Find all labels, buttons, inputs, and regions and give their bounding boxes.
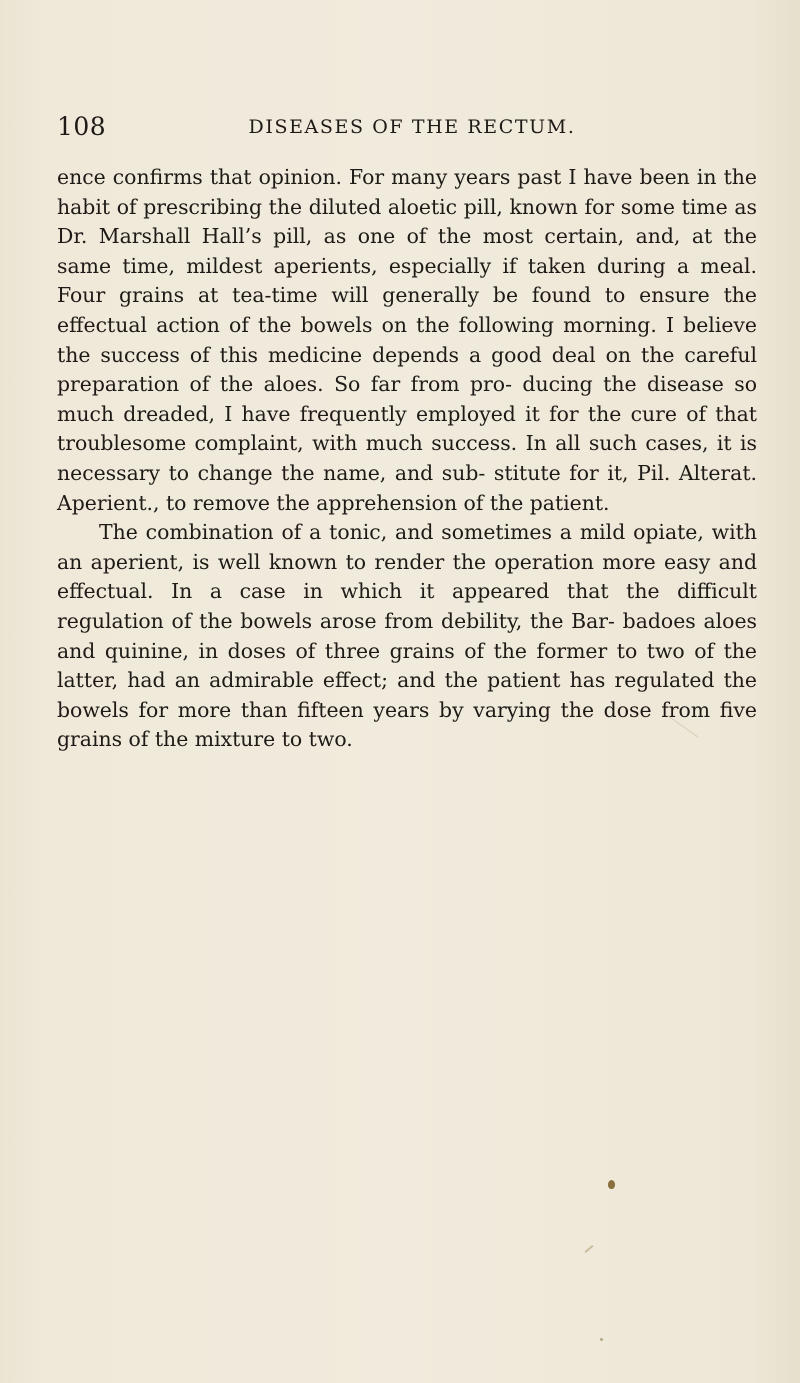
running-head [57,112,757,148]
paper-speck-mark [585,1245,594,1253]
page-number: 108 [57,112,107,141]
paragraph-1: ence confirms that opinion. For many years past I have been in the habit of prescribing the diluted aloetic pill, known for some time as Dr. Marshall Hall’s pill, as one of the most certain, and, at the same time, mildest aperients, especially if taken during a meal. Four grains at tea-time will generally be found to ensure the effectual action of the bowels on the following morning. I believe the success of this medicine depends a good deal on the careful preparation of the aloes. So far from pro- ducing the disease so much dreaded, I have frequently employed it for the cure of that troublesome complaint, with much success. In all such cases, it is necessary to change the name, and sub- stitute for it, Pil. Alterat. Aperient., to remove the apprehension of the patient. [57,165,757,515]
paragraph-2: The combination of a tonic, and sometimes a mild opiate, with an aperient, is well known to render the operation more easy and effectual. In a case in which it appeared that the difficult regulation of the bowels arose from debility, the Bar- badoes aloes and quinine, in doses of three grains of the former to two of the latter, had an admirable effect; and the patient has regulated the bowels for more than fifteen years by varying the dose from five grains of the mixture to two. [57,520,757,752]
body-text [57,163,757,755]
ink-spot-mark [608,1180,615,1189]
header-title: DISEASES OF THE RECTUM. [248,116,576,138]
paper-dot-mark [600,1338,603,1341]
